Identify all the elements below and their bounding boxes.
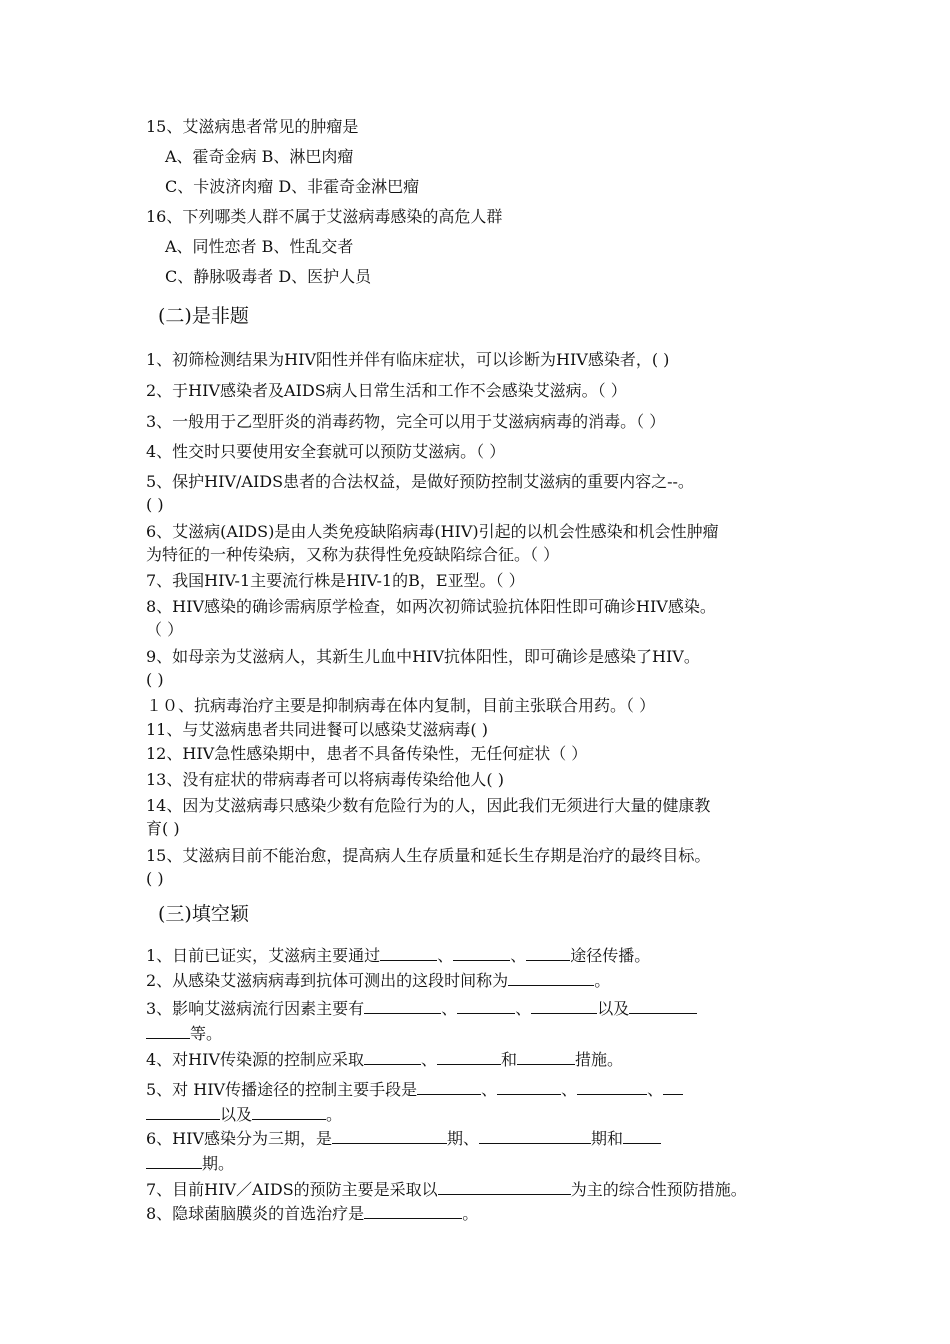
question-text: 5、对 HIV传播途径的控制主要手段是	[146, 1080, 418, 1099]
question-text: 1、日前已证实，艾滋病主要通过	[146, 946, 381, 965]
separator: 期和	[591, 1129, 624, 1148]
fill-question-7	[146, 1179, 747, 1200]
section-heading-true-false: (二)是非题	[158, 305, 249, 327]
question-text-end: 。	[326, 1105, 343, 1124]
answer-blank[interactable]	[437, 1049, 501, 1065]
question-text: 3、影响艾滋病流行因素主要有	[146, 999, 365, 1018]
question-text: 8、隐球菌脑膜炎的首选治疗是	[146, 1204, 365, 1223]
fill-question-5	[146, 1079, 683, 1100]
answer-blank[interactable]	[380, 945, 437, 961]
question-text: 6、HIV感染分为三期，是	[146, 1129, 333, 1148]
separator: 、	[441, 999, 458, 1018]
question-16-stem: 16、下列哪类人群不属于艾滋病毒感染的高危人群	[146, 207, 503, 226]
question-15-stem: 15、艾滋病患者常见的肿瘤是	[146, 117, 359, 136]
answer-blank[interactable]	[623, 1128, 661, 1144]
question-text-end: 。	[462, 1204, 479, 1223]
question-15-options-cd: C、卡波济肉瘤 D、非霍奇金淋巴瘤	[165, 177, 420, 196]
answer-blank[interactable]	[364, 1049, 421, 1065]
question-text-end: 措施。	[575, 1050, 624, 1069]
tf-line: 3、一般用于乙型肝炎的消毒药物，完全可以用于艾滋病病毒的消毒。（ ）	[146, 412, 666, 431]
question-text-end: 。	[594, 971, 611, 990]
tf-answer-bracket: ( )	[146, 869, 164, 888]
tf-answer-bracket: ( )	[146, 495, 164, 514]
question-text: 2、从感染艾滋病病毒到抗体可测出的这段时间称为	[146, 971, 509, 990]
question-15-options-ab: A、霍奇金病 B、淋巴肉瘤	[165, 147, 354, 166]
answer-blank[interactable]	[364, 998, 441, 1014]
separator: 、	[510, 946, 527, 965]
answer-blank[interactable]	[332, 1128, 447, 1144]
answer-blank[interactable]	[146, 1023, 190, 1039]
tf-line: 1、初筛检测结果为HIV阳性并伴有临床症状，可以诊断为HIV感染者，( )	[146, 350, 670, 369]
question-text-end: 期。	[202, 1154, 235, 1173]
separator: 、	[515, 999, 532, 1018]
separator: 、	[421, 1050, 438, 1069]
separator: 、	[437, 946, 454, 965]
answer-blank[interactable]	[508, 970, 594, 986]
section-heading-fill-blank: (三)填空颖	[158, 903, 249, 925]
tf-line: 2、于HIV感染者及AIDS病人日常生活和工作不会感染艾滋病。（ ）	[146, 381, 627, 400]
fill-question-2	[146, 970, 610, 991]
answer-blank[interactable]	[457, 998, 515, 1014]
answer-blank[interactable]	[146, 1153, 202, 1169]
fill-question-3-cont	[146, 1023, 222, 1044]
question-16-options-ab: A、同性恋者 B、性乱交者	[165, 237, 354, 256]
tf-line: 11、与艾滋病患者共同进餐可以感染艾滋病毒( )	[146, 720, 488, 739]
separator: 和	[501, 1050, 518, 1069]
tf-line: 为特征的一种传染病，又称为获得性免疫缺陷综合征。（ ）	[146, 545, 560, 564]
answer-blank[interactable]	[663, 1079, 683, 1095]
tf-line: 14、因为艾滋病毒只感染少数有危险行为的人，因此我们无须进行大量的健康教	[146, 796, 711, 815]
separator: 期、	[447, 1129, 480, 1148]
tf-line: 12、HIV急性感染期中，患者不具备传染性，无任何症状（ ）	[146, 744, 588, 763]
fill-question-1	[146, 945, 650, 966]
question-text: 4、对HIV传染源的控制应采取	[146, 1050, 365, 1069]
answer-blank[interactable]	[531, 998, 597, 1014]
answer-blank[interactable]	[438, 1179, 571, 1195]
fill-question-5-cont	[146, 1104, 342, 1125]
answer-blank[interactable]	[453, 945, 510, 961]
tf-line: 9、如母亲为艾滋病人，其新生儿血中HIV抗体阳性，即可确诊是感染了HIV。	[146, 647, 700, 666]
separator: 、	[481, 1080, 498, 1099]
answer-blank[interactable]	[629, 998, 697, 1014]
tf-line: 15、艾滋病目前不能治愈，提高病人生存质量和延长生存期是治疗的最终目标。	[146, 846, 711, 865]
separator: 以及	[220, 1105, 253, 1124]
question-text: 7、目前HIV／AIDS的预防主要是采取以	[146, 1180, 438, 1199]
tf-line: １０、抗病毒治疗主要是抑制病毒在体内复制，目前主张联合用药。（ ）	[146, 696, 656, 715]
tf-line: 6、艾滋病(AIDS)是由人类免疫缺陷病毒(HIV)引起的以机会性感染和机会性肿瘤	[146, 522, 719, 541]
separator: 、	[561, 1080, 578, 1099]
tf-answer-bracket: ( )	[146, 670, 164, 689]
tf-answer-bracket: 育( )	[146, 819, 180, 838]
fill-question-8	[146, 1203, 478, 1224]
tf-line: 7、我国HIV-1主要流行株是HIV-1的B，E亚型。（ ）	[146, 571, 525, 590]
answer-blank[interactable]	[479, 1128, 591, 1144]
question-16-options-cd: C、静脉吸毒者 D、医护人员	[165, 267, 372, 286]
answer-blank[interactable]	[364, 1203, 462, 1219]
fill-question-6-cont	[146, 1153, 234, 1174]
tf-answer-bracket: （ ）	[146, 620, 184, 639]
separator: 以及	[597, 999, 630, 1018]
answer-blank[interactable]	[417, 1079, 481, 1095]
separator: 、	[647, 1080, 664, 1099]
fill-question-3	[146, 998, 697, 1019]
fill-question-4	[146, 1049, 623, 1070]
tf-line: 13、没有症状的带病毒者可以将病毒传染给他人( )	[146, 770, 504, 789]
answer-blank[interactable]	[577, 1079, 647, 1095]
answer-blank[interactable]	[517, 1049, 575, 1065]
fill-question-6	[146, 1128, 661, 1149]
question-text-end: 等。	[190, 1024, 223, 1043]
answer-blank[interactable]	[497, 1079, 561, 1095]
question-text-end: 为主的综合性预防措施。	[570, 1180, 747, 1199]
answer-blank[interactable]	[526, 945, 570, 961]
answer-blank[interactable]	[146, 1104, 220, 1120]
tf-line: 5、保护HIV/AIDS患者的合法权益，是做好预防控制艾滋病的重要内容之--。	[146, 472, 694, 491]
answer-blank[interactable]	[252, 1104, 326, 1120]
tf-line: 4、性交时只要使用安全套就可以预防艾滋病。（ ）	[146, 442, 506, 461]
tf-line: 8、HIV感染的确诊需病原学检查，如两次初筛试验抗体阳性即可确诊HIV感染。	[146, 597, 716, 616]
question-text-end: 途径传播。	[570, 946, 651, 965]
